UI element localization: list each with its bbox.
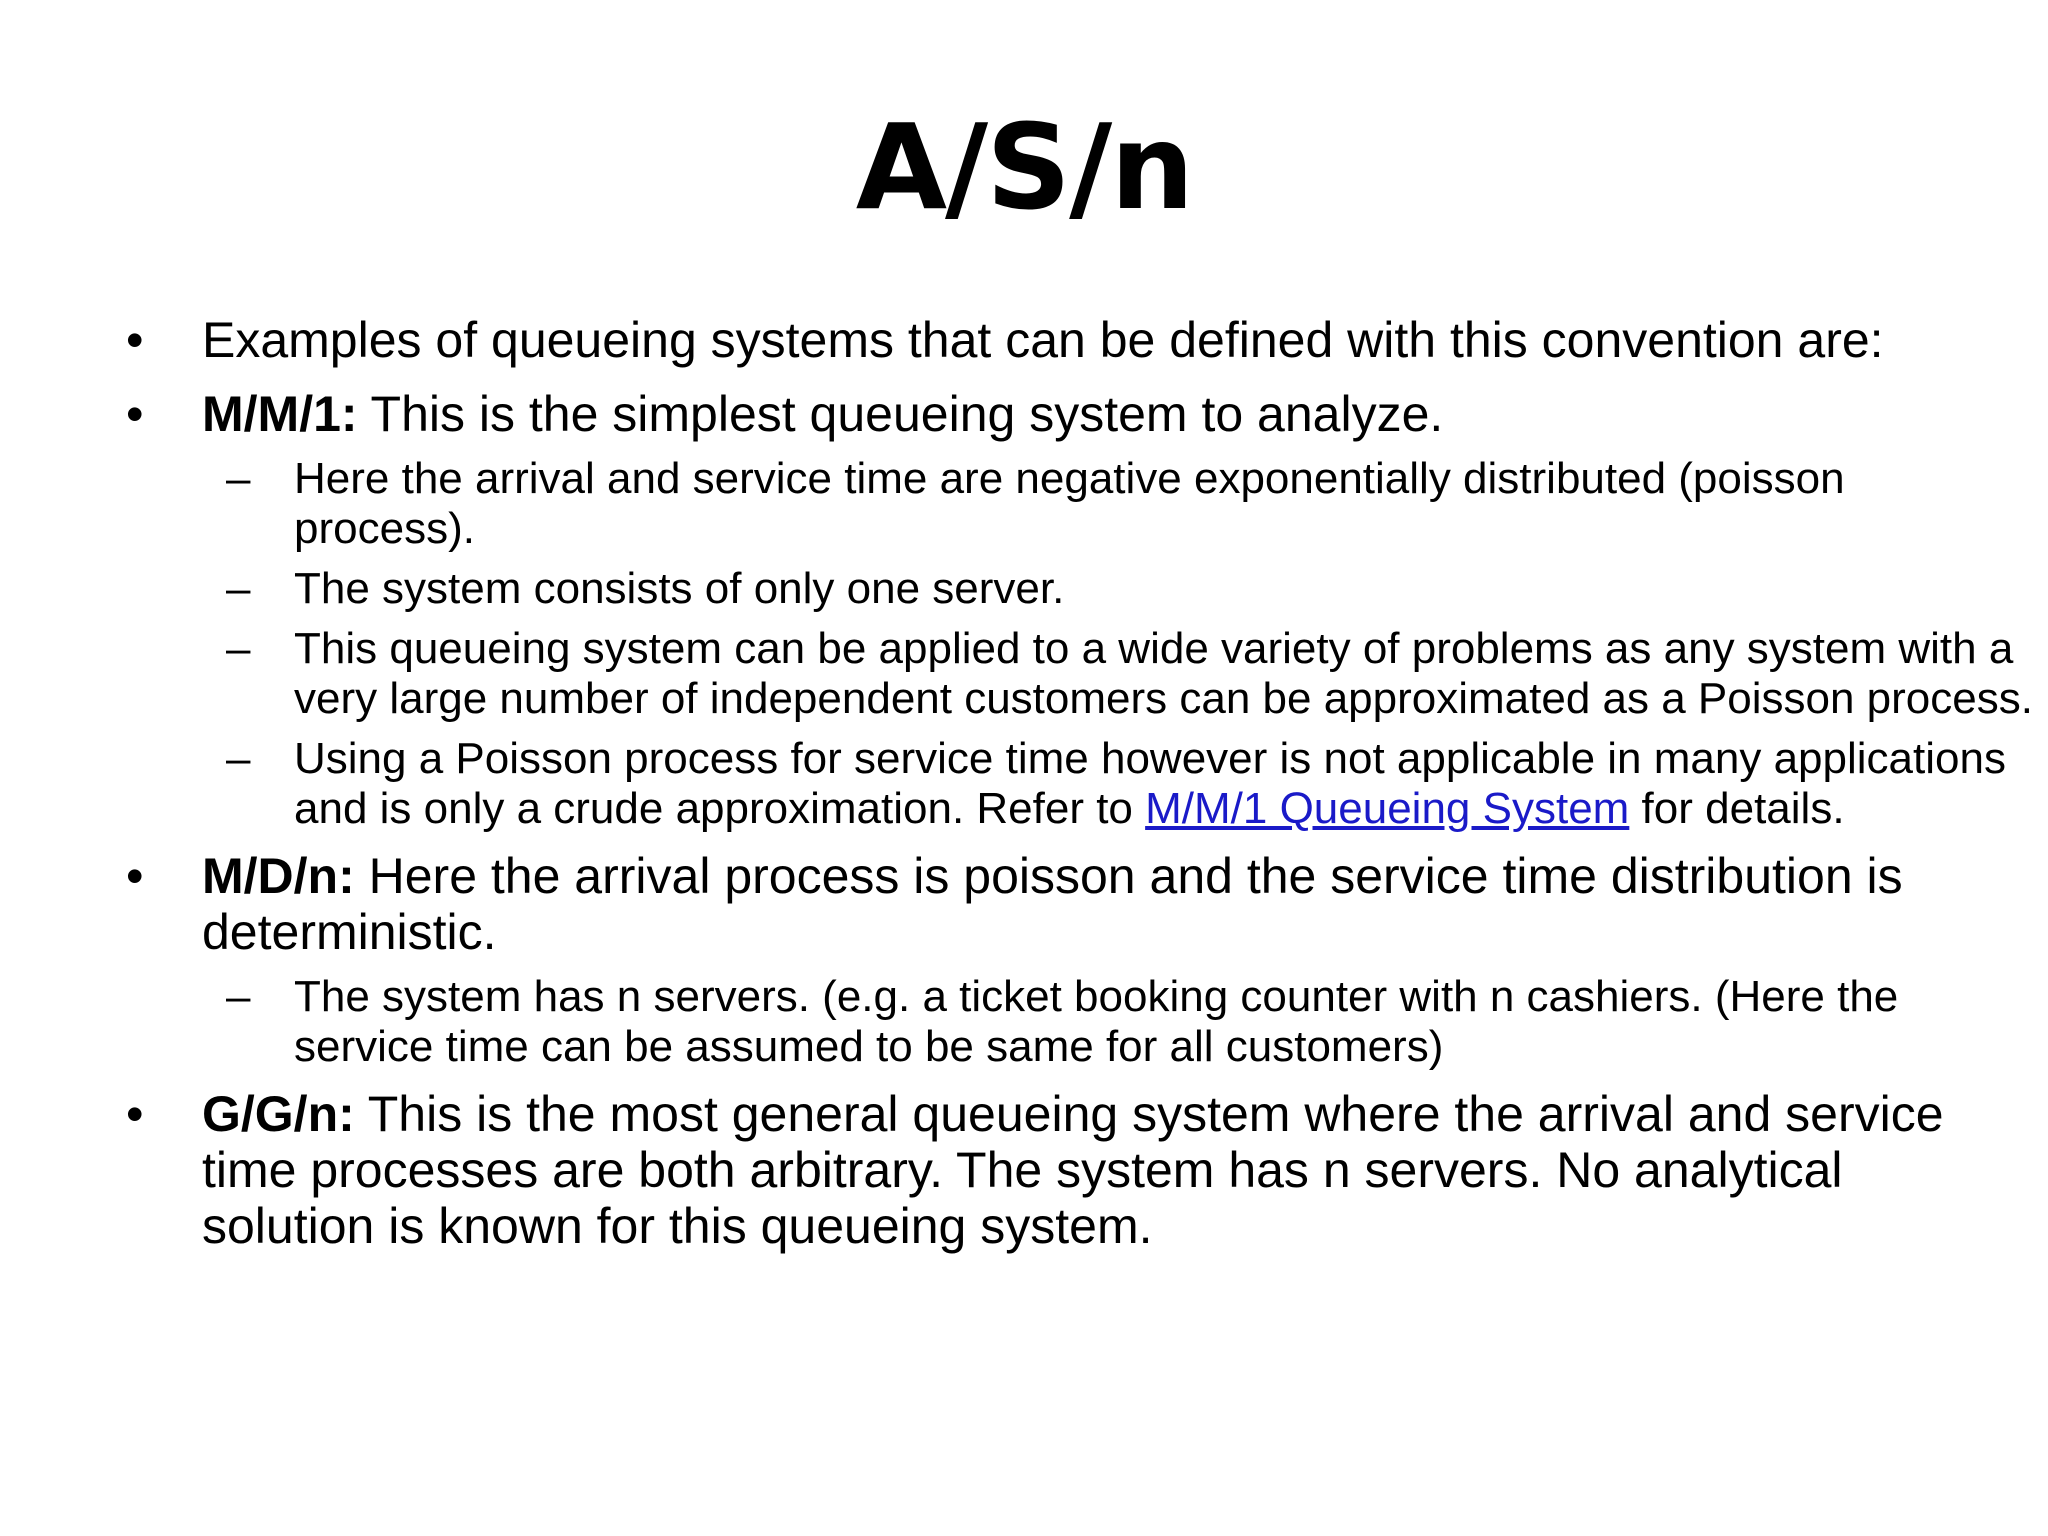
mm1-queueing-system-link[interactable]: M/M/1 Queueing System [1145, 784, 1630, 833]
dash-icon: – [226, 972, 251, 1021]
sub-item [118, 454, 2034, 554]
bullet-dot-icon: • [126, 312, 144, 368]
sub-item-text: This queueing system can be applied to a wide variety of problems as any system with a very large number of independent customers can be approximated as a Poisson process. [294, 624, 2033, 723]
mdn-sublist [118, 972, 1948, 1072]
slide-body [118, 312, 2033, 1272]
dash-icon: – [226, 624, 251, 673]
bullet-lead: G/G/n: [202, 1086, 355, 1142]
bullet-lead: M/M/1: [202, 386, 358, 442]
bullet-lead: M/D/n: [202, 848, 355, 904]
bullet-dot-icon: • [126, 386, 144, 442]
sub-item [118, 972, 2034, 1072]
bullet-text: Examples of queueing systems that can be defined with this convention are: [202, 312, 1884, 368]
sub-item [118, 564, 2034, 614]
bullet-mdn [118, 848, 2002, 960]
mm1-sublist [118, 454, 2033, 834]
bullet-examples [118, 312, 2002, 368]
bullet-ggn [118, 1086, 2002, 1254]
dash-icon: – [226, 734, 251, 783]
dash-icon: – [226, 564, 251, 613]
bullet-dot-icon: • [126, 1086, 144, 1142]
bullet-text: Here the arrival process is poisson and the service time distribution is deterministic. [202, 848, 1903, 960]
bullet-text: This is the most general queueing system where the arrival and service time processes are both arbitrary. The system has n servers. No analytical solution is known for this queueing system. [202, 1086, 1944, 1254]
bullet-mm1 [118, 386, 2002, 442]
bullet-dot-icon: • [126, 848, 144, 904]
sub-item-text-after: for details. [1629, 784, 1845, 833]
dash-icon: – [226, 454, 251, 503]
sub-item [118, 624, 2034, 724]
slide-title: A/S/n [855, 98, 1193, 236]
sub-item [118, 734, 2034, 834]
sub-item-text-before: Using a Poisson process for service time however is not applicable in many applications and is only a crude approximation. Refer to [294, 734, 2006, 833]
sub-item-text: The system has n servers. (e.g. a ticket booking counter with n cashiers. (Here the service time can be assumed to be same for all customers) [294, 972, 1899, 1071]
sub-item-text: Here the arrival and service time are negative exponentially distributed (poisson process). [294, 454, 1845, 553]
sub-item-text: The system consists of only one server. [294, 564, 1065, 613]
bullet-text: This is the simplest queueing system to analyze. [357, 386, 1444, 442]
